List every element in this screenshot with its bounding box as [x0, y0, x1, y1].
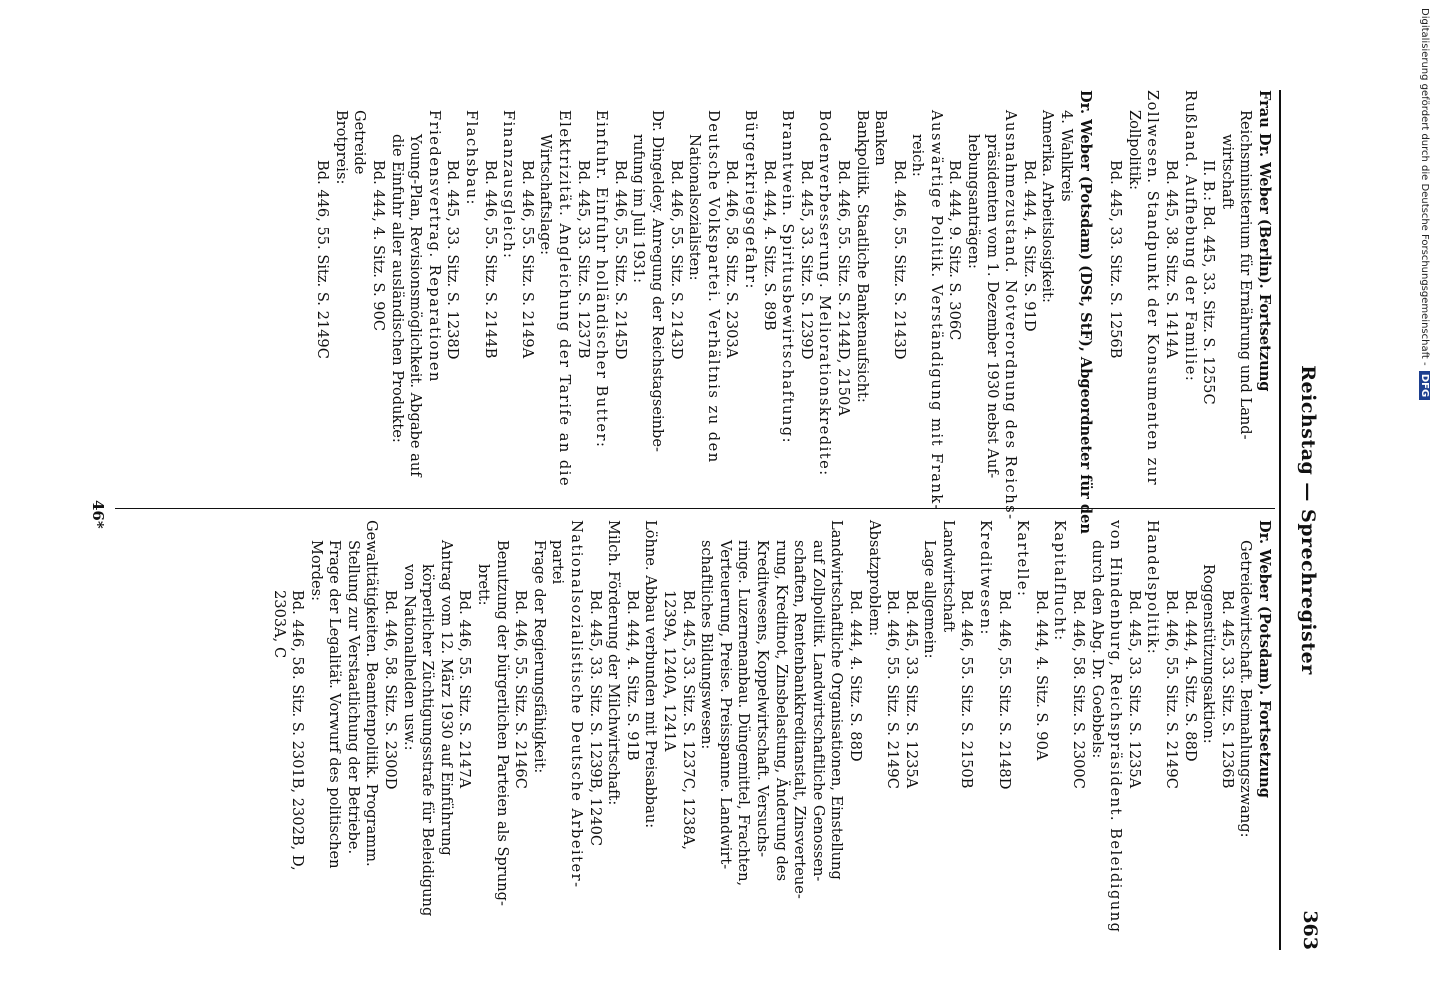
- entry-line: Einfuhr. Einfuhr holländischer Butter:: [593, 110, 611, 449]
- entry-line: Bürgerkriegsgefahr:: [741, 110, 759, 290]
- entry-line: Finanzausgleich:: [500, 110, 518, 260]
- entry-line: Auswärtige Politik. Verständigung mit Frank-: [927, 110, 945, 511]
- entry-line: Ausnahmezustand. Notverordnung des Reichs-: [1002, 110, 1020, 521]
- entry-line: Lage allgemein:: [921, 540, 939, 659]
- entry-line: Branntwein. Spiritusbewirtschaftung:: [779, 110, 797, 445]
- entry-line: körperlicher Züchtigungsstrafe für Beleidigung: [419, 564, 437, 917]
- entry-line: Getreidewirtschaft. Beimahlungszwang:: [1237, 540, 1255, 838]
- entry-reference: Bd. 446, 55. Sitz. S. 2147A: [456, 590, 474, 789]
- entry-reference: Bd. 446, 55. Sitz. S. 2148D: [995, 590, 1013, 790]
- entry-reference: Bd. 444, 4. Sitz. S. 91D: [1020, 160, 1038, 332]
- entry-line: hebungsanträgen:: [965, 134, 983, 269]
- column-divider: [115, 508, 1275, 509]
- entry-reference: 2303A, C: [270, 590, 288, 659]
- column-left-page: [313, 90, 1273, 534]
- entry-line: durch den Abg. Dr. Goebbels:: [1088, 540, 1106, 759]
- entry-reference: Bd. 446, 58. Sitz. S. 2303A: [723, 160, 741, 359]
- dfg-logo: DFG: [1419, 371, 1430, 400]
- entry-line: Nationalsozialistische Deutsche Arbeiter-: [568, 520, 586, 889]
- entry-line: Handelspolitik:: [1144, 520, 1162, 656]
- entry-reference: Bd. 446, 55. Sitz. S. 2149C: [1163, 590, 1181, 789]
- entry-reference: Bd. 446, 55. Sitz. S. 2149C: [884, 590, 902, 789]
- entry-reference: Bd. 446, 55. Sitz. S. 2149C: [314, 160, 332, 359]
- entry-line: auf Zollpolitik. Landwirtschaftliche Genossen-: [809, 540, 827, 882]
- entry-reference: Bd. 445, 33. Sitz. S. 1235A: [902, 590, 920, 789]
- entry-reference: Bd. 444, 4. Sitz. S. 88D: [846, 590, 864, 762]
- entry-line: Stellung zur Verstaatlichung der Betriebe.: [344, 540, 362, 855]
- entry-heading: Dr. Weber (Potsdam). Fortsetzung: [1256, 520, 1273, 798]
- entry-line: ringe. Luzernenanbau. Düngemittel, Frachten,: [735, 540, 753, 887]
- entry-reference: Bd. 446, 55. Sitz. S. 2145D: [611, 160, 629, 360]
- entry-reference: Bd. 446, 58. Sitz. S. 2300D: [382, 590, 400, 790]
- entry-line: Verteuerung, Preise. Preisspanne. Landwirt-: [716, 540, 734, 870]
- entry-line: Milch. Förderung der Milchwirtschaft:: [605, 520, 623, 806]
- entry-line: Flachsbau:: [463, 110, 481, 206]
- entry-line: präsidenten vom 1. Dezember 1930 nebst Auf-: [983, 134, 1001, 479]
- signature-mark: 46*: [89, 500, 107, 529]
- entry-reference: Bd. 446, 55. Sitz. S. 2143D: [890, 160, 908, 360]
- entry-reference: Bd. 444, 4. Sitz. S. 90A: [1032, 590, 1050, 761]
- entry-line: Bodenverbesserung. Meliorationskredite:: [816, 110, 834, 477]
- entry-line: Löhne. Abbau verbunden mit Preisabbau:: [642, 520, 660, 829]
- entry-line: Gewalttätigkeiten. Beamtenpolitik. Programm.: [363, 520, 381, 867]
- entry-line: reich:: [909, 134, 927, 177]
- entry-line: Rußland. Aufhebung der Familie:: [1181, 90, 1199, 383]
- entry-line: Amerika. Arbeitslosigkeit:: [1039, 110, 1057, 303]
- entry-line: Kreditwesen:: [977, 520, 995, 636]
- entry-heading: Frau Dr. Weber (Berlin). Fortsetzung: [1256, 90, 1273, 392]
- page-number: 363: [1299, 910, 1321, 950]
- entry-line: rung, Kreditnot, Zinsbelastung, Änderung des: [772, 540, 790, 882]
- entry-line: Zollwesen. Standpunkt der Konsumenten zur: [1144, 90, 1162, 487]
- entry-reference: Bd. 446, 55. Sitz. S. 2144D, 2150A: [834, 160, 852, 416]
- entry-reference: Bd. 445, 33. Sitz. S. 1239B, 1240C: [586, 590, 604, 847]
- entry-line: Brotpreis:: [332, 110, 350, 185]
- entry-reference: Bd. 445, 33. Sitz. S. 1237B: [574, 160, 592, 359]
- entry-line: brett:: [475, 564, 493, 606]
- entry-line: rufung im Juli 1931:: [630, 134, 648, 283]
- entry-line: Zollpolitik:: [1125, 110, 1143, 191]
- entry-reference: Bd. 446, 55. Sitz. S. 2143D: [667, 160, 685, 360]
- entry-line: von Hindenburg, Reichspräsident. Beleidigung: [1107, 520, 1125, 934]
- entry-reference: Bd. 444, 9. Sitz. S. 306C: [946, 160, 964, 341]
- entry-heading: Dr. Weber (Potsdam) (DSt, StF), Abgeordneter für den: [1076, 90, 1094, 534]
- entry-line: Absatzproblem:: [865, 520, 883, 637]
- entry-line: Landwirtschaftliche Organisationen, Einstellung: [828, 520, 846, 880]
- scanned-page: [65, 90, 1325, 950]
- entry-reference: Bd. 446, 55. Sitz. S. 2146C: [512, 590, 530, 789]
- entry-line: Dr. Dingeldey. Anregung der Reichstagseinbe-: [649, 110, 666, 452]
- entry-line: Frage der Legalität. Vorwurf des politischen: [326, 540, 344, 869]
- digitization-credit: [1419, 8, 1430, 400]
- entry-line: Nationalsozialisten:: [686, 134, 704, 281]
- entry-reference: Bd. 444, 4. Sitz. S. 89B: [760, 160, 778, 331]
- entry-line: Young-Plan, Revisionsmöglichkeit. Abgabe auf: [407, 134, 425, 477]
- entry-reference: Bd. 445, 38. Sitz. S. 1414A: [1163, 160, 1181, 359]
- digitization-credit-text: Digitalisierung gefördert durch die Deutsche Forschungsgemeinschaft -: [1419, 8, 1430, 366]
- entry-reference: Bd. 445, 33. Sitz. S. 1238D: [444, 160, 462, 360]
- entry-reference: Bd. 445, 33. Sitz. S. 1235A: [1125, 590, 1143, 789]
- spacer: [1094, 90, 1106, 500]
- entry-line: Kreditwesens, Koppelwirtschaft. Versuchs-: [753, 540, 771, 858]
- entry-reference: Bd. 446, 55. Sitz. S. 2149A: [518, 160, 536, 359]
- entry-line: schaften, Rentenbankkreditanstalt, Zinsverteue-: [791, 540, 809, 899]
- entry-line: Mordes:: [307, 540, 325, 602]
- header-rule: [1279, 90, 1281, 950]
- entry-line: Reichsministerium für Ernährung und Land-: [1237, 110, 1255, 440]
- entry-line: Getreide: [351, 110, 369, 175]
- entry-line: Benutzung der bürgerlichen Parteien als Sprung-: [493, 540, 511, 906]
- entry-line: Frage der Regierungsfähigkeit:: [530, 540, 548, 774]
- entry-reference: Bd. 444, 4. Sitz. S. 88D: [1181, 590, 1199, 762]
- entry-line: Wirtschaftslage:: [537, 134, 555, 256]
- entry-reference: 1239A, 1240A, 1241A: [661, 590, 678, 752]
- entry-line: schaftliches Bildungswesen:: [698, 540, 716, 750]
- entry-line: Bankpolitik. Staatliche Bankenaufsicht:: [853, 110, 871, 403]
- entry-line: partei: [549, 540, 567, 585]
- entry-reference: Bd. 446, 58. Sitz. S. 2300C: [1070, 590, 1088, 789]
- entry-line: die Einfuhr aller ausländischen Produkte:: [388, 134, 406, 443]
- page-title: Reichstag — Sprechregister: [1297, 365, 1319, 675]
- entry-line: Kartelle:: [1014, 520, 1032, 598]
- entry-line: Kapitalflucht:: [1051, 520, 1069, 642]
- entry-line: Landwirtschaft: [939, 520, 957, 633]
- entry-reference: Bd. 445, 33. Sitz. S. 1236B: [1218, 590, 1236, 789]
- entry-line: wirtschaft: [1218, 134, 1236, 210]
- entry-reference: Bd. 444, 4. Sitz. S. 91B: [623, 590, 641, 761]
- entry-reference: Bd. 445, 33. Sitz. S. 1239D: [797, 160, 815, 360]
- entry-line: Roggenstützungsaktion:: [1200, 564, 1218, 744]
- entry-reference: Bd. 445, 33. Sitz. S. 1237C, 1238A,: [679, 590, 697, 850]
- entry-line: 4. Wahlkreis: [1058, 110, 1076, 202]
- entry-line: Elektrizität. Angleichung der Tarife an die: [556, 110, 574, 488]
- entry-reference: Bd. 446, 58. Sitz. S. 2301B, 2302B, D,: [289, 590, 307, 871]
- page-header: [1285, 90, 1325, 950]
- entry-reference: Bd. 446, 55. Sitz. S. 2150B: [958, 590, 976, 789]
- entry-reference: Bd. 446, 55. Sitz. S. 2144B: [481, 160, 499, 359]
- column-right-page: [269, 520, 1273, 934]
- entry-reference: Bd. 445, 33. Sitz. S. 1256B: [1107, 160, 1125, 359]
- entry-line: Antrag vom 12. März 1930 auf Einführung: [437, 540, 455, 856]
- entry-line: Friedensvertrag. Reparationen: [425, 110, 443, 383]
- entry-line: von Nationalhelden usw.:: [400, 564, 418, 751]
- entry-reference: Bd. 444, 4. Sitz. S. 90C: [370, 160, 388, 332]
- entry-line: Banken: [872, 110, 890, 166]
- entry-line: Deutsche Volkspartei. Verhältnis zu den: [704, 110, 722, 464]
- entry-reference: II. B.: Bd. 445, 33. Sitz. S. 1255C: [1200, 160, 1218, 405]
